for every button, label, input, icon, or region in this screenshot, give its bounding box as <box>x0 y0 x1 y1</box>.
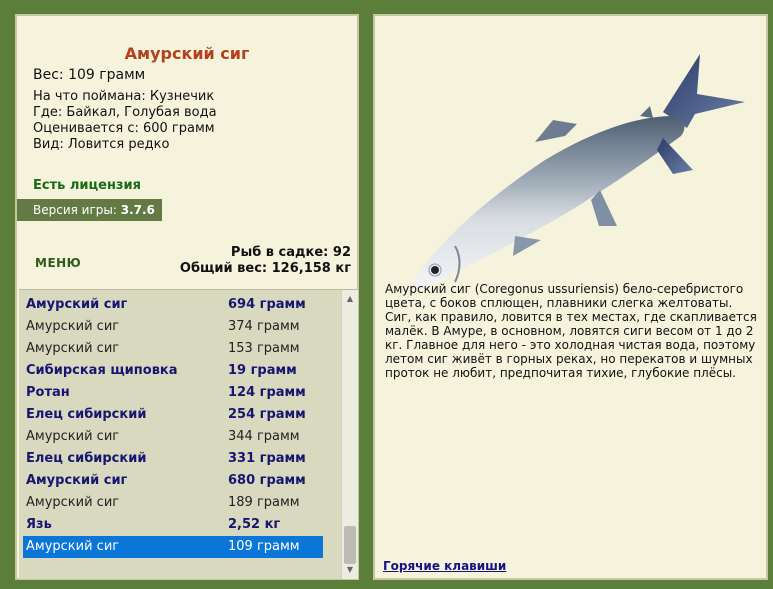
catch-item-weight: 2,52 кг <box>228 517 281 532</box>
catch-item-weight: 694 грамм <box>228 297 306 312</box>
catch-list-item[interactable] <box>23 514 323 536</box>
fish-description: Амурский сиг (Coregonus ussuriensis) бело-серебристого цвета, с боков сплющен, плавники слегка желтоваты. Сиг, как правило, ловится в тех местах, где скапливается малёк. В Амуре, в основном, ловятся сиги весом от 1 до 2 кг. Главное для него - это холодная чистая вода, поэтому летом сиг живёт в горных реках, но перекатов и шумных проток не любит, предпочитая тихие, глубокие плёсы. <box>385 282 757 380</box>
catch-list-item[interactable] <box>23 404 323 426</box>
catch-list-item[interactable] <box>23 338 323 360</box>
scroll-thumb[interactable] <box>344 526 356 564</box>
fish-image <box>395 50 749 300</box>
catch-item-name: Елец сибирский <box>26 451 147 466</box>
catch-list-item[interactable] <box>23 448 323 470</box>
cage-total-weight: Общий вес: 126,158 кг <box>179 261 351 276</box>
license-status: Есть лицензия <box>33 178 141 193</box>
catch-list-item[interactable] <box>23 492 323 514</box>
version-value: 3.7.6 <box>120 203 155 217</box>
hotkeys-link[interactable]: Горячие клавиши <box>383 559 507 573</box>
version-label: Версия игры: <box>33 203 117 217</box>
catch-item-name: Сибирская щиповка <box>26 363 178 378</box>
catch-item-name: Амурский сиг <box>26 297 128 312</box>
catch-list-item[interactable] <box>23 470 323 492</box>
catch-item-name: Елец сибирский <box>26 407 147 422</box>
catch-item-weight: 109 грамм <box>228 539 300 554</box>
catch-item-name: Амурский сиг <box>26 539 120 554</box>
catch-item-weight: 153 грамм <box>228 341 300 356</box>
catch-item-weight: 19 грамм <box>228 363 297 378</box>
fish-location: Где: Байкал, Голубая вода <box>33 105 217 120</box>
catch-item-weight: 344 грамм <box>228 429 300 444</box>
catch-item-weight: 254 грамм <box>228 407 306 422</box>
catch-list-item[interactable] <box>23 382 323 404</box>
fish-description-panel <box>373 14 768 580</box>
menu-button[interactable]: МЕНЮ <box>35 256 82 270</box>
fish-value: Оценивается с: 600 грамм <box>33 121 215 136</box>
catch-list-item[interactable] <box>23 316 323 338</box>
game-version-bar <box>17 199 162 221</box>
scroll-up-icon[interactable]: ▲ <box>346 294 354 303</box>
catch-list-item[interactable] <box>23 294 323 316</box>
catch-list-rows <box>19 290 341 579</box>
catch-item-weight: 189 грамм <box>228 495 300 510</box>
catch-item-name: Амурский сиг <box>26 495 120 510</box>
catch-item-name: Язь <box>26 517 52 532</box>
catch-list-item[interactable] <box>23 536 323 558</box>
catch-item-name: Амурский сиг <box>26 341 120 356</box>
fish-details <box>33 89 217 153</box>
catch-item-weight: 331 грамм <box>228 451 306 466</box>
fish-rarity: Вид: Ловится редко <box>33 137 170 152</box>
catch-list-item[interactable] <box>23 360 323 382</box>
catch-item-weight: 374 грамм <box>228 319 300 334</box>
fish-info-panel <box>15 14 359 580</box>
fish-name-title: Амурский сиг <box>124 44 250 63</box>
catch-item-name: Ротан <box>26 385 70 400</box>
catch-item-weight: 124 грамм <box>228 385 306 400</box>
catch-item-name: Амурский сиг <box>26 473 128 488</box>
catch-item-weight: 680 грамм <box>228 473 306 488</box>
scroll-down-icon[interactable]: ▼ <box>346 565 354 574</box>
catch-list-item[interactable] <box>23 426 323 448</box>
cage-fish-count: Рыб в садке: 92 <box>230 245 351 260</box>
catch-list-scrollbar[interactable] <box>341 290 358 579</box>
fish-bait: На что поймана: Кузнечик <box>33 89 215 104</box>
fish-weight: Вес: 109 грамм <box>33 67 146 83</box>
catch-list[interactable] <box>19 289 357 579</box>
catch-item-name: Амурский сиг <box>26 429 120 444</box>
catch-item-name: Амурский сиг <box>26 319 120 334</box>
